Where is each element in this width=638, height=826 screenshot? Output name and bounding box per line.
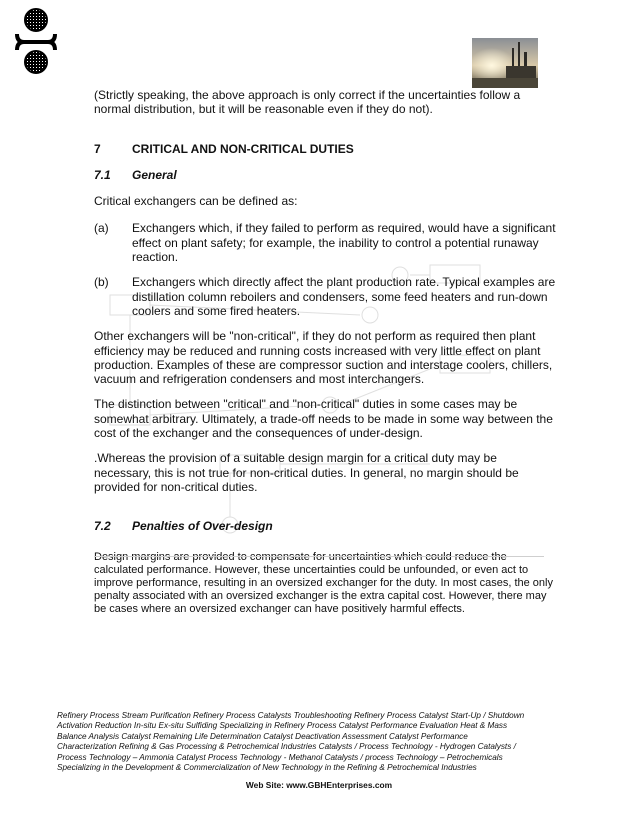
footer-line: Characterization Refining & Gas Processing & Petrochemical Industries Catalysts / Process Technology - Hydrogen Catalysts / xyxy=(57,742,516,752)
section-7-heading xyxy=(94,142,556,156)
intro-paragraph: (Strictly speaking, the above approach is only correct if the uncertainties follow a normal distribution, but it will be reasonable even if they do not). xyxy=(94,88,521,117)
refinery-photo xyxy=(472,38,538,88)
design-margins-paragraph: calculated performance. However, these uncertainties could be unfounded, or even act to improve performance, resulting in an oversized exchanger for the duty. In most cases, the only penalty associated with an oversized exchanger is the extra capital cost. However, there may be cases where an oversized exchanger can have positively harmful effects. xyxy=(94,563,553,615)
footer-keywords xyxy=(57,711,547,773)
section-title: Penalties of Over-design xyxy=(132,519,273,534)
footer-line: Process Technology – Ammonia Catalyst Process Technology - Methanol Catalysts / process Technology – Petrochemicals xyxy=(57,752,503,762)
noncritical-paragraph: Other exchangers will be "non-critical", if they do not perform as required then plant efficiency may be reduced and running costs increased with very little effect on plant production. Examples of these are compressor suction and interstage coolers, chillers, vacuum and refrigeration condensers and most interchangers. xyxy=(94,329,553,387)
website-footer: Web Site: www.GBHEnterprises.com xyxy=(245,780,393,790)
section-7-2-heading xyxy=(94,519,556,533)
section-title: CRITICAL AND NON-CRITICAL DUTIES xyxy=(132,141,354,156)
document-body xyxy=(94,88,556,616)
footer-line: Balance Analysis Catalyst Remaining Life Determination Catalyst Deactivation Assessment Catalyst Performance xyxy=(57,731,468,741)
section-7-1-heading xyxy=(94,168,556,182)
footer-line: Specializing in the Development & Commercialization of New Technology in the Refining & Petrochemical Industries xyxy=(57,763,477,773)
footer-line: Activation Reduction In-situ Ex-situ Sulfiding Specializing in Refinery Process Catalyst Performance Evaluation Heat & Mass xyxy=(57,721,508,731)
divider xyxy=(94,556,544,557)
list-marker: (b) xyxy=(94,275,109,290)
list-item xyxy=(94,275,556,318)
list-text: Exchangers which directly affect the plant production rate. Typical examples are distillation column reboilers and condensers, some feed heaters and run-down coolers and some fired heaters. xyxy=(132,275,556,318)
distinction-paragraph: The distinction between "critical" and "non-critical" duties in some cases may be somewhat arbitrary. Ultimately, a trade-off needs to be made in some way between the cost of the exchanger and the consequences of under-design. xyxy=(94,397,553,441)
list-text: Exchangers which, if they failed to perform as required, would have a significant effect on plant safety; for example, the inability to control a potential runaway reaction. xyxy=(132,221,556,265)
section-number: 7.2 xyxy=(94,519,111,534)
footer-line: Refinery Process Stream Purification Refinery Process Catalysts Troubleshooting Refinery Process Catalyst Start-Up / Shutdown xyxy=(57,711,525,720)
list-marker: (a) xyxy=(94,221,109,236)
company-logo xyxy=(14,6,58,76)
list-item xyxy=(94,221,556,264)
critical-intro: Critical exchangers can be defined as: xyxy=(94,194,298,209)
section-number: 7.1 xyxy=(94,167,111,182)
section-number: 7 xyxy=(94,141,101,156)
section-title: General xyxy=(132,167,177,182)
whereas-paragraph: .Whereas the provision of a suitable design margin for a critical duty may be necessary, this is not true for non-critical duties. In general, no margin should be provided for non-critical duties. xyxy=(94,451,519,494)
